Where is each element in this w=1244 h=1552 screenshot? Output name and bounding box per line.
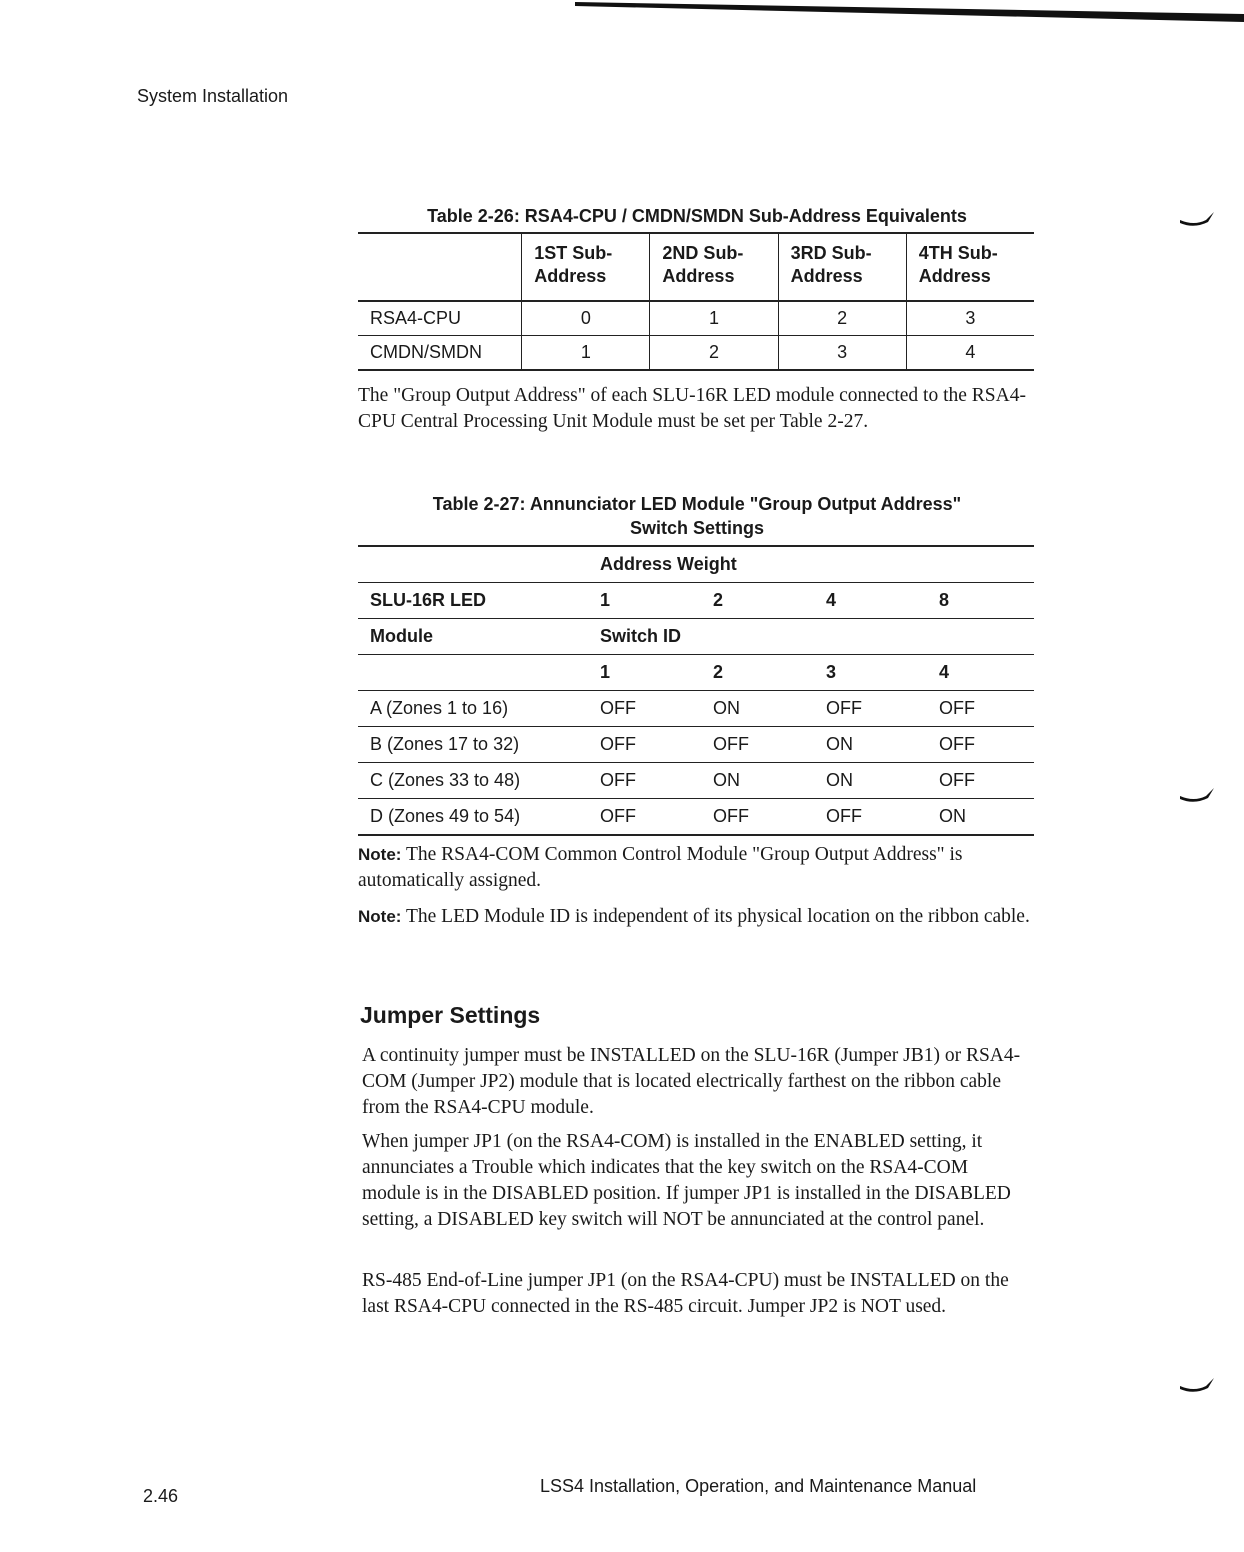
table-cell: 3 xyxy=(778,336,906,371)
table-cell: 4 xyxy=(906,336,1034,371)
row-label: CMDN/SMDN xyxy=(358,336,522,371)
table-2-27-caption-line2: Switch Settings xyxy=(629,518,764,538)
weight-cell: 4 xyxy=(814,583,927,619)
jumper-paragraph: A continuity jumper must be INSTALLED on the SLU-16R (Jumper JB1) or RSA4-COM (Jumper JP2) module that is located electrically farthest on the ribbon cable from the RSA4-CPU module. xyxy=(362,1045,1021,1118)
weight-cell: 8 xyxy=(927,583,1034,619)
column-header xyxy=(358,233,522,301)
table-cell: OFF xyxy=(588,763,701,799)
table-cell: ON xyxy=(814,763,927,799)
page-number: 2.46 xyxy=(143,1486,179,1506)
table-cell: 1 xyxy=(650,301,778,336)
table-cell: OFF xyxy=(927,763,1034,799)
table-cell: ON xyxy=(701,763,814,799)
table-2-26 xyxy=(358,232,1034,371)
switch-id-cell: 1 xyxy=(588,655,701,691)
table-cell: ON xyxy=(701,691,814,727)
row-label: C (Zones 33 to 48) xyxy=(358,763,588,799)
row-label: D (Zones 49 to 54) xyxy=(358,799,588,836)
table-cell: OFF xyxy=(927,691,1034,727)
switch-id-cell: 3 xyxy=(814,655,927,691)
table-row xyxy=(358,799,1034,836)
table-2-26-caption: Table 2-26: RSA4-CPU / CMDN/SMDN Sub-Address Equivalents xyxy=(427,206,967,226)
table-cell xyxy=(358,546,588,583)
table-cell: ON xyxy=(814,727,927,763)
switch-id-cell: 4 xyxy=(927,655,1034,691)
note-paragraph xyxy=(358,842,1034,894)
table-cell: ON xyxy=(927,799,1034,836)
table-cell: OFF xyxy=(814,691,927,727)
table-cell: 2 xyxy=(778,301,906,336)
table-cell: OFF xyxy=(927,727,1034,763)
note-label: Note: xyxy=(358,907,402,926)
switch-id-label: Switch ID xyxy=(588,619,1034,655)
switch-ids-row xyxy=(358,655,1034,691)
switch-id-cell: 2 xyxy=(701,655,814,691)
jumper-paragraph: RS-485 End-of-Line jumper JP1 (on the RSA4-CPU) must be INSTALLED on the last RSA4-CPU connected in the RS-485 circuit. Jumper JP2 is NOT used. xyxy=(362,1270,1009,1317)
column-header: 2ND Sub- Address xyxy=(650,233,778,301)
switch-id-label-row xyxy=(358,619,1034,655)
table-cell: OFF xyxy=(701,727,814,763)
page-top-edge-bar xyxy=(575,0,1244,22)
slu-label: SLU-16R LED xyxy=(358,583,588,619)
note-paragraph xyxy=(358,904,1034,930)
table-cell: OFF xyxy=(814,799,927,836)
table-cell: OFF xyxy=(588,727,701,763)
table-row xyxy=(358,691,1034,727)
column-header: 1ST Sub- Address xyxy=(522,233,650,301)
table-cell: OFF xyxy=(701,799,814,836)
address-weight-row xyxy=(358,546,1034,583)
section-header: System Installation xyxy=(137,86,289,106)
table-2-27-caption-line1: Table 2-27: Annunciator LED Module "Group Output Address" xyxy=(432,494,962,514)
table-row xyxy=(358,763,1034,799)
column-header: 4TH Sub- Address xyxy=(906,233,1034,301)
table-cell: 0 xyxy=(522,301,650,336)
weight-cell: 2 xyxy=(701,583,814,619)
module-label: Module xyxy=(358,619,588,655)
row-label: B (Zones 17 to 32) xyxy=(358,727,588,763)
manual-title: LSS4 Installation, Operation, and Maintenance Manual xyxy=(540,1476,977,1496)
table-cell xyxy=(358,655,588,691)
table-cell: 1 xyxy=(522,336,650,371)
margin-change-mark-icon xyxy=(1180,1378,1214,1394)
table-cell: 2 xyxy=(650,336,778,371)
table-row xyxy=(358,301,1034,336)
note-text: The RSA4-COM Common Control Module "Group Output Address" is automatically assigned. xyxy=(358,844,963,891)
weight-cell: 1 xyxy=(588,583,701,619)
note-label: Note: xyxy=(358,845,402,864)
address-weight-label: Address Weight xyxy=(588,546,1034,583)
table-cell: 3 xyxy=(906,301,1034,336)
jumper-settings-heading: Jumper Settings xyxy=(360,1002,541,1028)
table-header-row xyxy=(358,233,1034,301)
note-text: The LED Module ID is independent of its physical location on the ribbon cable. xyxy=(405,906,1030,927)
jumper-paragraph: When jumper JP1 (on the RSA4-COM) is installed in the ENABLED setting, it annunciates a Trouble which indicates that the key switch on the RSA4-COM module is in the DISABLED position. If jumper JP1 is installed in the DISABLED setting, a DISABLED key switch will NOT be annunciated at the control panel. xyxy=(362,1131,1011,1230)
row-label: RSA4-CPU xyxy=(358,301,522,336)
weights-row xyxy=(358,583,1034,619)
table-cell: OFF xyxy=(588,691,701,727)
table-cell: OFF xyxy=(588,799,701,836)
table-row xyxy=(358,336,1034,371)
group-output-paragraph: The "Group Output Address" of each SLU-16R LED module connected to the RSA4-CPU Central Processing Unit Module must be set per Table 2-27. xyxy=(358,385,1026,432)
margin-change-mark-icon xyxy=(1180,212,1214,228)
table-2-27 xyxy=(358,545,1034,836)
row-label: A (Zones 1 to 16) xyxy=(358,691,588,727)
table-row xyxy=(358,727,1034,763)
column-header: 3RD Sub- Address xyxy=(778,233,906,301)
margin-change-mark-icon xyxy=(1180,788,1214,804)
